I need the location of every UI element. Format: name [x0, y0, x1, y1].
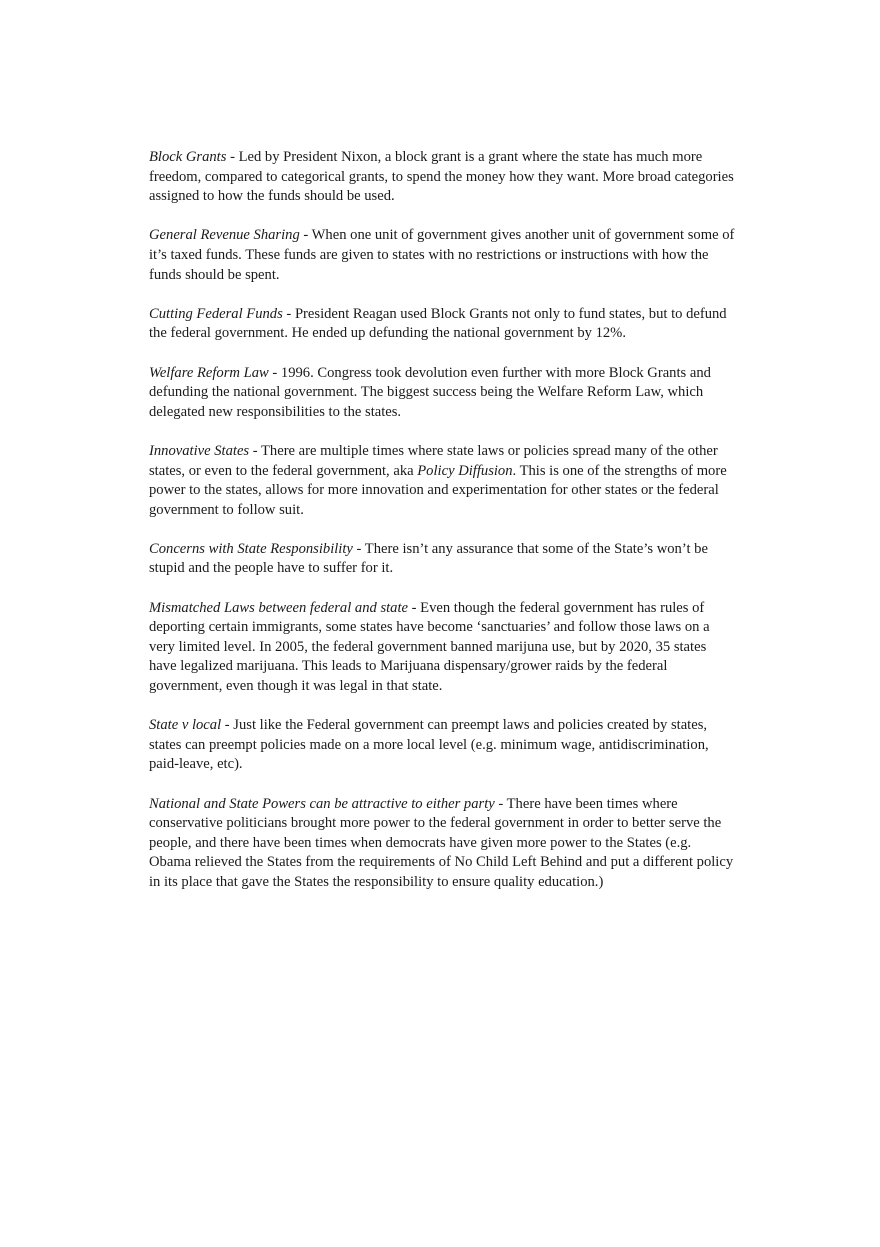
entry-concerns-state-responsibility	[149, 540, 735, 579]
entry-text: - President Reagan used Block Grants not only to fund states, but to defund the federal government. He ended up defunding the national government by 12%.	[149, 305, 727, 342]
entry-text: - When one unit of government gives another unit of government some of it’s taxed funds. These funds are given to states with no restrictions or instructions with how the funds should be spent.	[149, 227, 735, 283]
entry-text: - There are multiple times where state laws or policies spread many of the other states, or even to the federal government, aka	[149, 442, 718, 479]
entry-block-grants	[149, 148, 735, 207]
entry-term: Cutting Federal Funds	[149, 305, 283, 322]
entry-term: Mismatched Laws between federal and state	[149, 599, 409, 616]
entry-term: Innovative States	[149, 442, 250, 459]
entry-term: Welfare Reform Law	[149, 364, 269, 381]
document-body	[149, 148, 735, 912]
entry-term: Concerns with State Responsibility	[149, 540, 353, 557]
entry-term: State v local	[149, 717, 222, 734]
entry-cutting-federal-funds	[149, 305, 735, 344]
entry-mismatched-laws	[149, 599, 735, 697]
entry-text: - There have been times where conservative politicians brought more power to the federal government in order to better serve the people, and there have been times when democrats have given more power to the States (e.g. Obama relieved the States from the requirements of No Child Left Behind and put a different policy in its place that gave the States the responsibility to ensure quality education.)	[149, 795, 734, 890]
entry-text: - There isn’t any assurance that some of the State’s won’t be stupid and the people have to suffer for it.	[149, 540, 708, 577]
entry-text: . This is one of the strengths of more power to the states, allows for more innovation and experimentation for other states or the federal government to follow suit.	[149, 462, 727, 518]
entry-text: - Just like the Federal government can preempt laws and policies created by states, states can preempt policies made on a more local level (e.g. minimum wage, antidiscrimination, paid-leave, etc).	[149, 717, 709, 773]
inline-term: Policy Diffusion	[417, 462, 513, 479]
entry-text: - Even though the federal government has rules of deporting certain immigrants, some states have become ‘sanctuaries’ and follow those laws on a very limited level. In 2005, the federal government banned marijuna use, but by 2020, 35 states have legalized marijuana. This leads to Marijuana dispensary/grower raids by the federal government, even though it was legal in that state.	[149, 599, 710, 695]
entry-text: - 1996. Congress took devolution even further with more Block Grants and defunding the national government. The biggest success being the Welfare Reform Law, which delegated new responsibilities to the states.	[149, 364, 711, 420]
entry-text: - Led by President Nixon, a block grant is a grant where the state has much more freedom, compared to categorical grants, to spend the money how they want. More broad categories assigned to how the funds should be used.	[149, 149, 734, 205]
entry-term: Block Grants	[149, 149, 227, 165]
entry-term: General Revenue Sharing	[149, 227, 300, 244]
entry-term: National and State Powers can be attractive to either party	[149, 795, 495, 812]
entry-state-v-local	[149, 716, 735, 775]
entry-general-revenue-sharing	[149, 226, 735, 285]
entry-national-state-powers	[149, 795, 735, 893]
entry-innovative-states	[149, 442, 735, 520]
entry-welfare-reform-law	[149, 364, 735, 423]
